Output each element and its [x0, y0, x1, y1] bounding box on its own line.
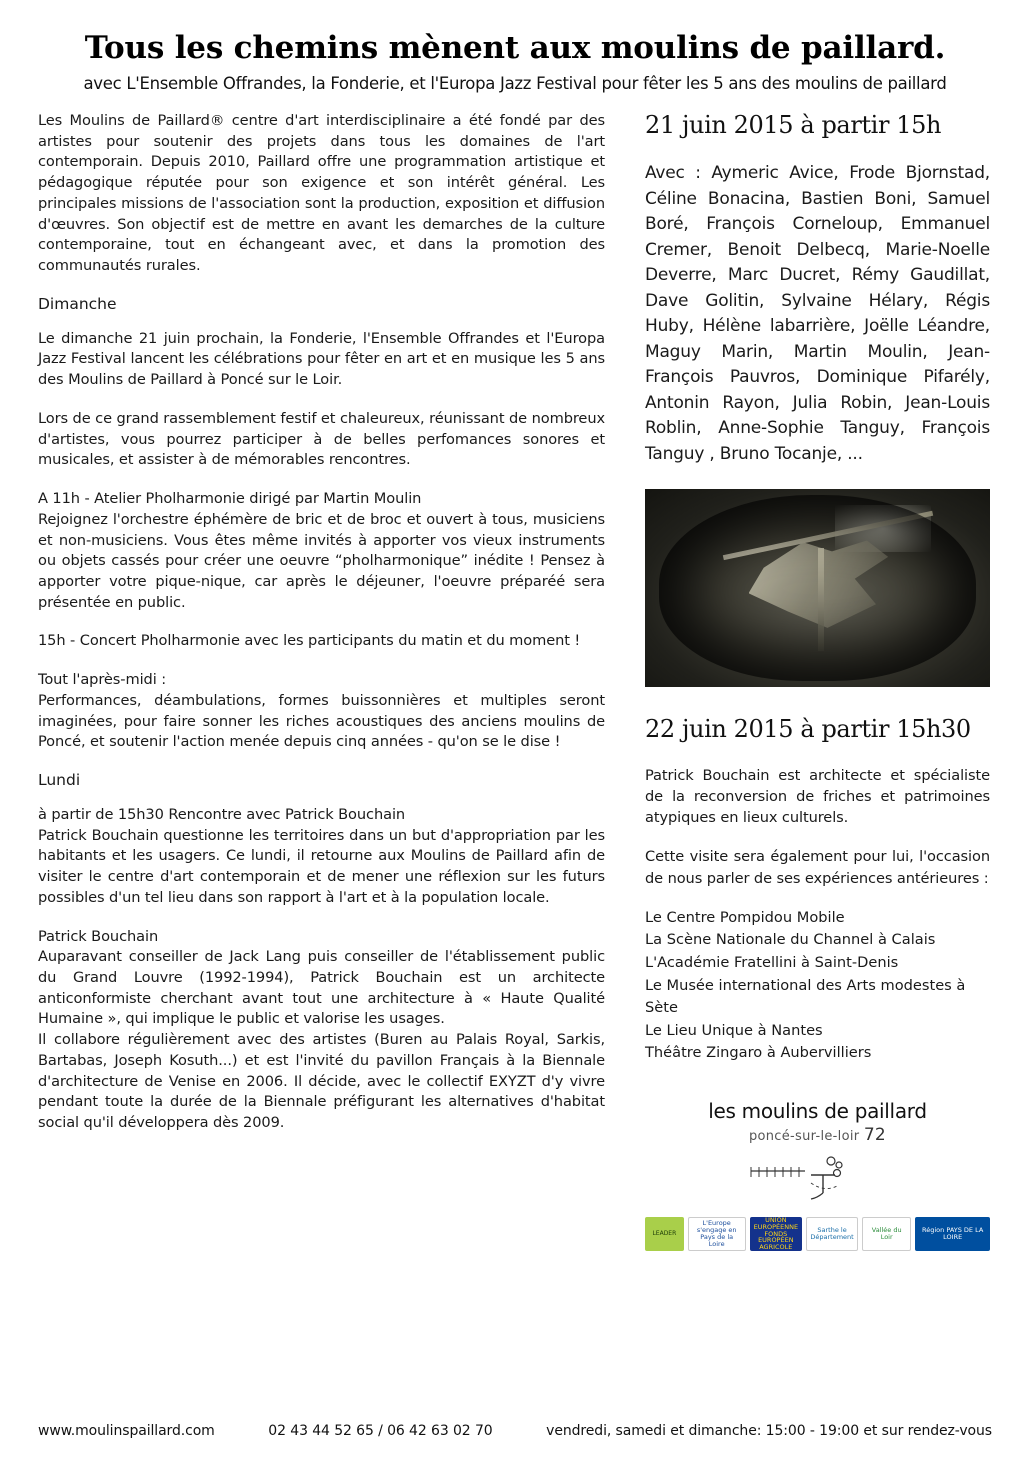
footer — [38, 1423, 992, 1439]
right-column — [645, 111, 990, 1251]
sarthe-logo: Sarthe le Département — [806, 1217, 858, 1251]
footer-phone: 02 43 44 52 65 / 06 42 63 02 70 — [268, 1423, 493, 1439]
artists-list: Avec : Aymeric Avice, Frode Bjornstad, Céline Bonacina, Bastien Boni, Samuel Boré, François Corneloup, Emmanuel Cremer, Benoit Delbecq, Marie-Noelle Deverre, Marc Ducret, Rémy Gaudillat, Dave Golitin, Sylvaine Hélary, Régis Huby, Hélène labarrière, Joëlle Léandre, Maguy Marin, Martin Moulin, Jean-François Pauvros, Dominique Pifarély, Antonin Rayon, Julia Robin, Jean-Louis Roblin, Anne-Sophie Tanguy, François Tanguy , Bruno Tocanje, ... — [645, 163, 990, 464]
list-item: Le Musée international des Arts modestes à Sète — [645, 976, 966, 1017]
bouchain-intro: Patrick Bouchain est architecte et spécialiste de la reconversion de friches et patrimoines atypiques en lieux culturels. — [645, 767, 990, 827]
photo-vignette — [659, 495, 976, 681]
partners-row — [645, 1217, 990, 1251]
left-column — [38, 111, 605, 1251]
rencontre-block — [38, 805, 605, 909]
pays-de-la-loire-logo: Région PAYS DE LA LOIRE — [915, 1217, 990, 1251]
rencontre-body: Patrick Bouchain questionne les territoires dans un but d'appropriation par les habitants et les usagers. Ce lundi, il retourne aux Moulins de Paillard afin de visiter le centre d'art contemporain et de mener une réflexion sur les futurs possibles d'un tel lieu dans son rapport à l'art et à la population locale. — [38, 826, 605, 906]
leader-logo: LEADER — [645, 1217, 684, 1251]
apresmidi-block — [38, 670, 605, 753]
concert-line: 15h - Concert Pholharmonie avec les participants du matin et du moment ! — [38, 632, 581, 650]
poster-header — [38, 30, 992, 93]
organisation-location — [645, 1125, 990, 1145]
date-heading-21-juin: 21 juin 2015 à partir 15h — [645, 111, 942, 139]
logo-zone — [645, 1099, 990, 1251]
visite-text: Cette visite sera également pour lui, l'occasion de nous parler de ses expériences antérieures : — [645, 848, 990, 887]
list-item: La Scène Nationale du Channel à Calais — [645, 931, 936, 949]
atelier-block — [38, 489, 605, 613]
bouchain-block — [38, 927, 605, 1134]
atelier-body: Rejoignez l'orchestre éphémère de bric et de broc et ouvert à tous, musiciens et non-musiciens. Vous êtes même invités à apporter vos vieux instruments ou objets cassés pour créer une oeuvre “pholharmonique” inédite ! Pensez à apporter votre pique-nique, car après le déjeuner, l'oeuvre préparéé sera présentée en public. — [38, 510, 605, 611]
bouchain-body-2: Il collabore régulièrement avec des artistes (Buren au Palais Royal, Sarkis, Bartabas, Joseph Kosuth...) et est l'invité du pavillon Français à la Biennale d'architecture de Venise en 2006. Il décide, avec le collectif EXYZT d'y vivre pendant toute la durée de la Biennale préfigurant les alternatives d'habitat social qu'il développera dès 2009. — [38, 1031, 605, 1132]
list-item: Le Centre Pompidou Mobile — [645, 908, 845, 926]
location-text: poncé-sur-le-loir — [748, 1129, 860, 1145]
page-title: Tous les chemins mènent aux moulins de paillard. — [84, 30, 946, 66]
vallee-du-loir-logo: Vallée du Loir — [862, 1217, 911, 1251]
dimanche-paragraph-1: Le dimanche 21 juin prochain, la Fonderie, l'Ensemble Offrandes et l'Europa Jazz Festival lancent les célébrations pour fêter en art et en musique les 5 ans des Moulins de Paillard à Poncé sur le Loir. — [38, 329, 605, 389]
section-heading-dimanche: Dimanche — [38, 294, 117, 313]
content-columns — [38, 111, 992, 1251]
rencontre-title: à partir de 15h30 Rencontre avec Patrick Bouchain — [38, 805, 406, 823]
organisation-name: les moulins de paillard — [708, 1099, 927, 1124]
dimanche-paragraph-2: Lors de ce grand rassemblement festif et chaleureux, réunissant de nombreux d'artistes, vous pourrez participer à de belles perfomances sonores et musicales, et assister à de mémorables rencontres. — [38, 409, 605, 469]
page-subtitle: avec L'Ensemble Offrandes, la Fonderie, et l'Europa Jazz Festival pour fêter les 5 ans des moulins de paillard — [83, 74, 947, 93]
apresmidi-title: Tout l'après-midi : — [38, 671, 167, 689]
venue-list — [645, 907, 990, 1065]
intro-paragraph: Les Moulins de Paillard® centre d'art interdisciplinaire a été fondé par des artistes pour soutenir des projets dans tous les domaines de l'art contemporain. Depuis 2010, Paillard offre une programmation artistique et pédagogique réputée pour son exigence et son intérêt général. Les principales missions de l'association sont la production, exposition et diffusion d'œuvres. Son objectif est de mettre en avant les demarches de la culture contemporaine, tout en échangeant avec, et dans la promotion des communautés rurales. — [38, 112, 605, 275]
date-heading-22-juin: 22 juin 2015 à partir 15h30 — [645, 715, 971, 743]
atelier-title: A 11h - Atelier Pholharmonie dirigé par Martin Moulin — [38, 490, 422, 508]
footer-hours: vendredi, samedi et dimanche: 15:00 - 19:00 et sur rendez-vous — [546, 1423, 992, 1439]
list-item: L'Académie Fratellini à Saint-Denis — [645, 954, 899, 971]
bouchain-title: Patrick Bouchain — [38, 927, 159, 945]
apresmidi-body: Performances, déambulations, formes buissonnières et multiples seront imaginées, pour faire sonner les riches acoustiques des anciens moulins de Poncé, et soutenir l'action menée depuis cinq années - qu'on se le dise ! — [38, 691, 605, 751]
bouchain-body-1: Auparavant conseiller de Jack Lang puis conseiller de l'établissement public du Grand Louvre (1992-1994), Patrick Bouchain est un architecte anticonformiste cherchant avant tout une architecture à « Haute Qualité Humaine », qui implique le public et valorise les usages. — [38, 948, 605, 1028]
eu-flag-logo: UNION EUROPÉENNE FONDS EUROPÉEN AGRICOLE — [750, 1217, 802, 1251]
list-item: Théâtre Zingaro à Aubervilliers — [645, 1044, 872, 1062]
list-item: Le Lieu Unique à Nantes — [645, 1021, 823, 1039]
location-department-number: 72 — [863, 1125, 887, 1146]
footer-website[interactable]: www.moulinspaillard.com — [38, 1423, 215, 1439]
moulin-photo — [645, 489, 990, 687]
europe-sengage-logo: L'Europe s'engage en Pays de la Loire — [688, 1217, 746, 1251]
mill-logo-icon — [743, 1153, 893, 1205]
section-heading-lundi: Lundi — [38, 770, 81, 789]
